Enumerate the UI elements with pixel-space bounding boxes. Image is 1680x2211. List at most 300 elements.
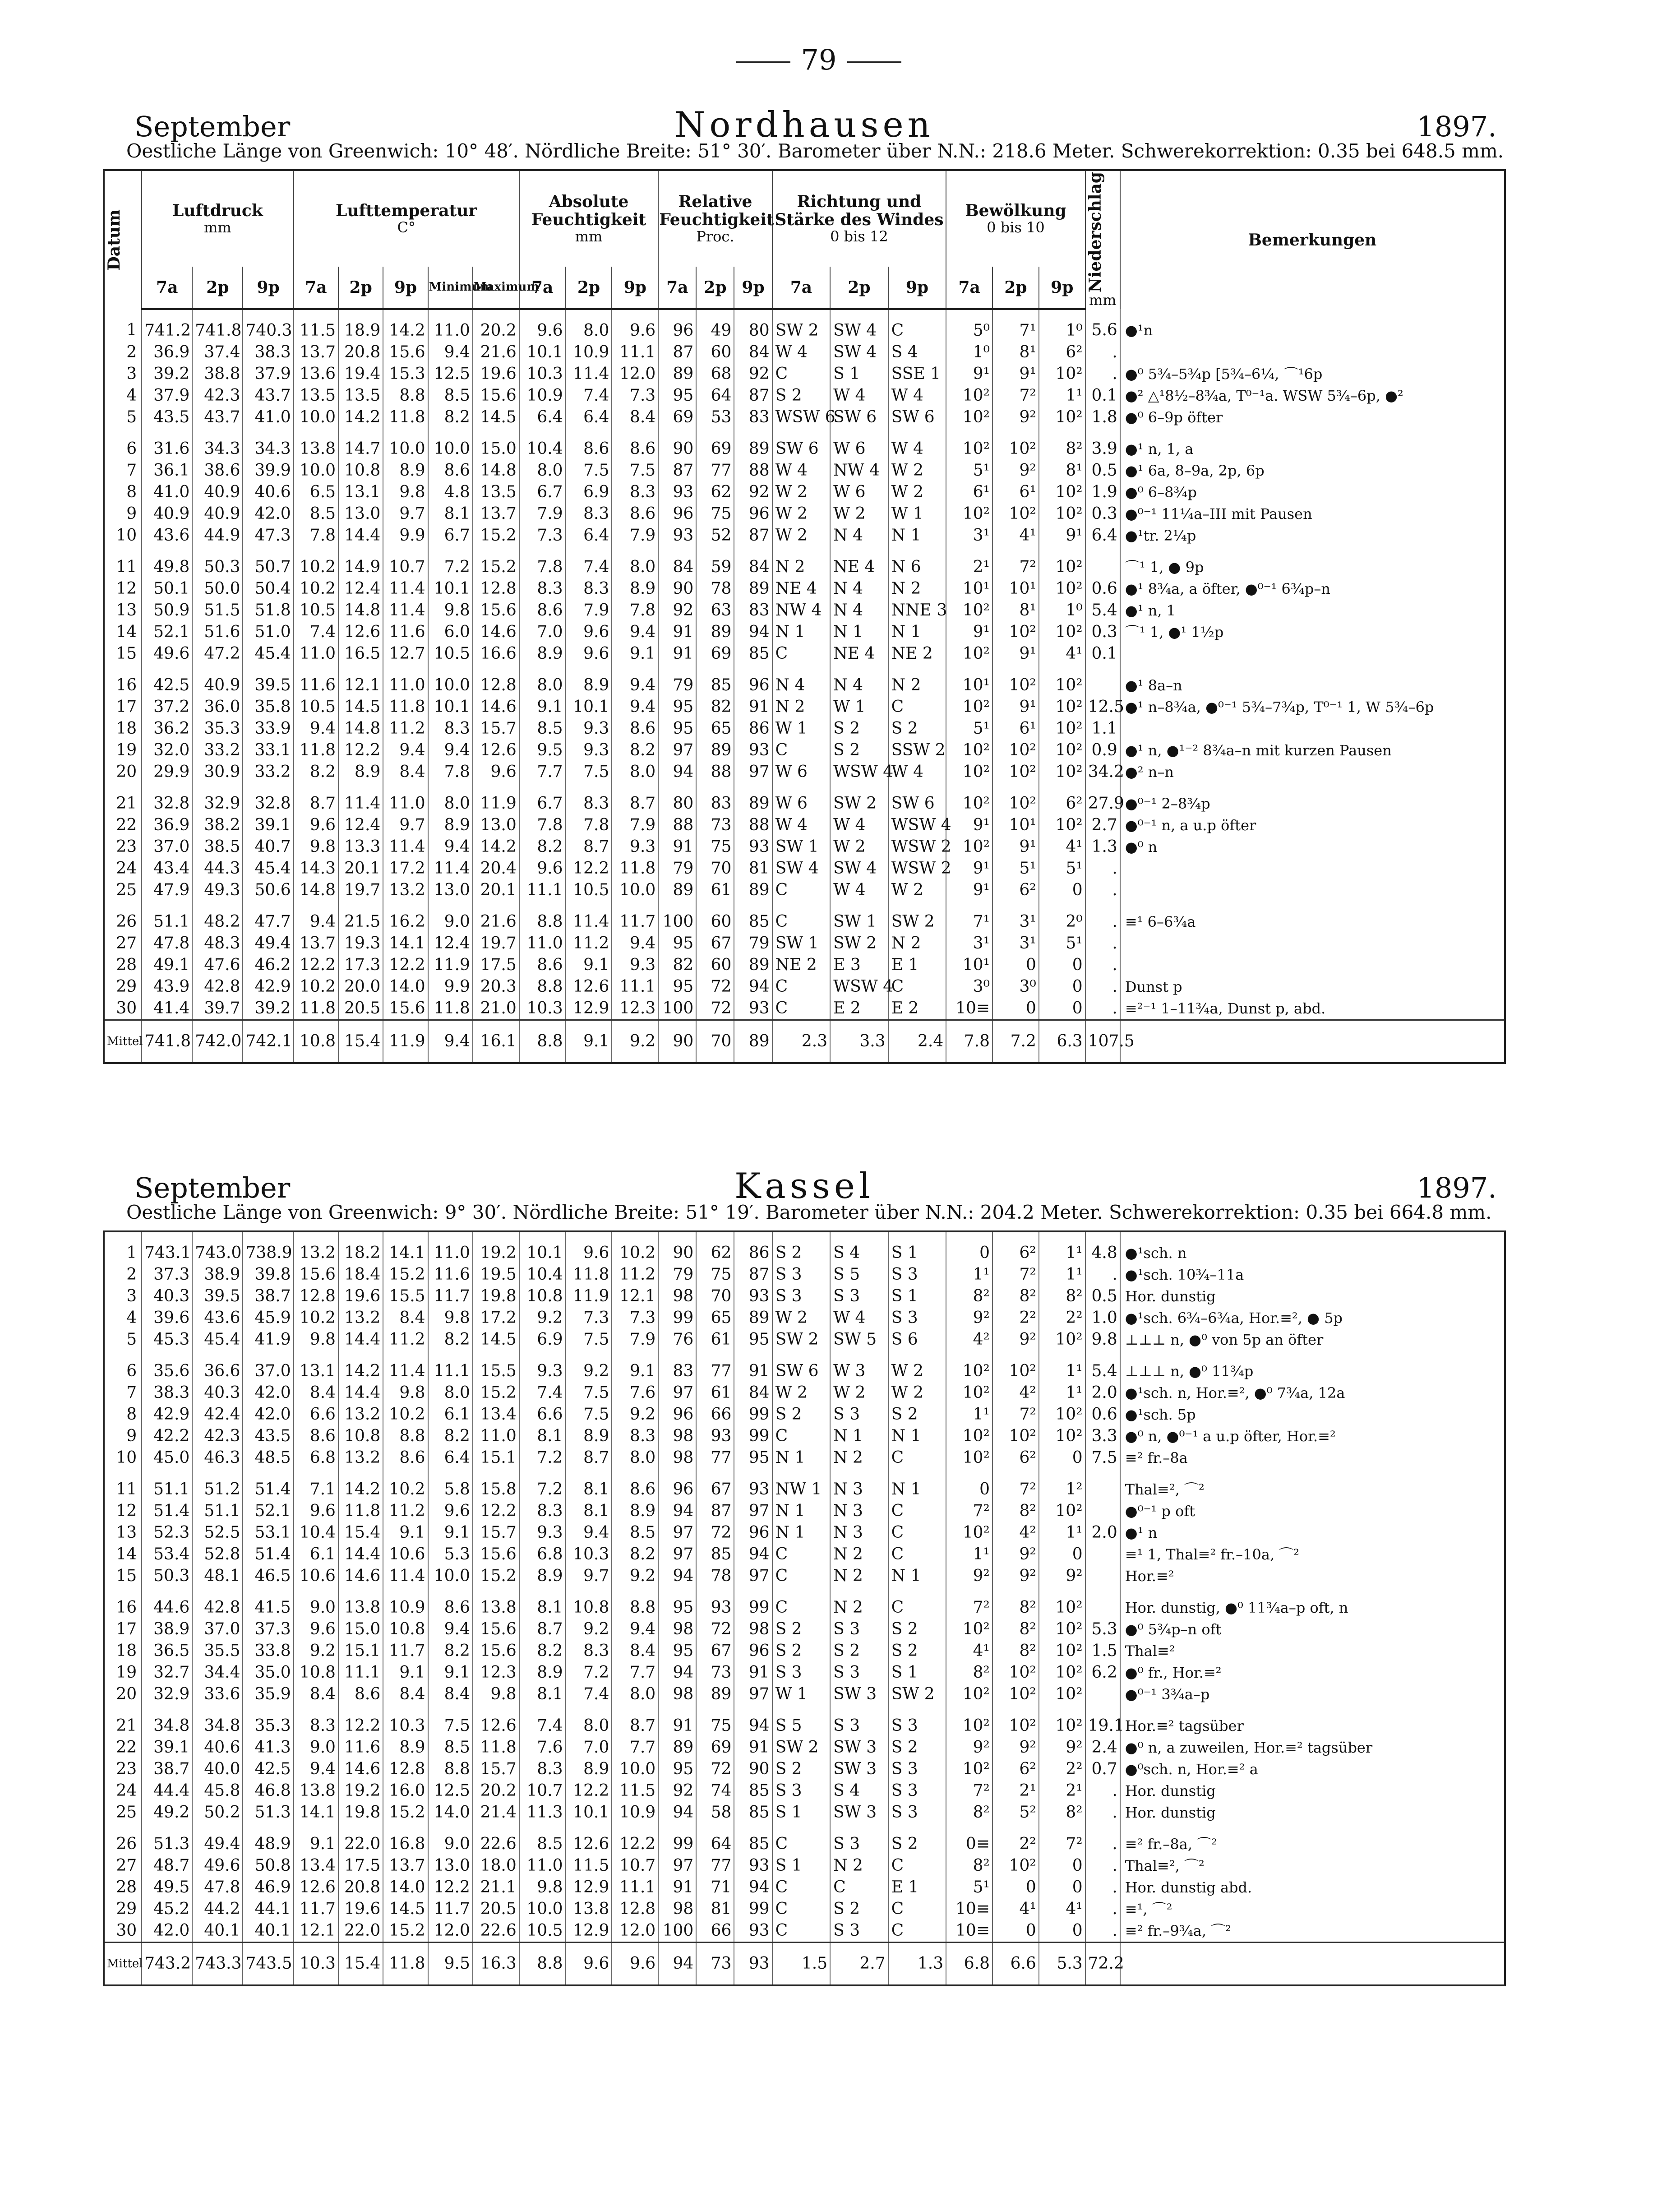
value-cell: S 3	[830, 1404, 888, 1425]
value-cell: 8²	[946, 1662, 992, 1684]
mittel-cell: 8.8	[519, 1020, 566, 1064]
value-cell: 11.8	[338, 1500, 383, 1522]
value-cell: 10.4	[294, 1522, 338, 1544]
remark-cell: ●⁰⁻¹ n, a u.p öfter	[1120, 814, 1505, 836]
date-cell: 26	[104, 1823, 142, 1855]
value-cell: 19.8	[338, 1802, 383, 1823]
value-cell: 9¹	[1039, 525, 1085, 546]
value-cell: 52.8	[192, 1544, 243, 1565]
value-cell: 48.9	[243, 1823, 293, 1855]
value-cell: 8¹	[1039, 460, 1085, 481]
value-cell: 12.2	[566, 858, 612, 879]
value-cell: 10²	[946, 783, 992, 814]
value-cell: 13.6	[294, 363, 338, 385]
value-cell: 6.9	[519, 1329, 566, 1351]
value-cell: WSW 2	[888, 858, 946, 879]
value-cell: NE 4	[772, 578, 831, 600]
value-cell: 1¹	[946, 1264, 992, 1286]
table-row	[104, 1823, 1505, 1855]
value-cell: 15.5	[473, 1351, 519, 1382]
value-cell: 12.7	[383, 643, 428, 665]
date-cell: 10	[104, 1447, 142, 1469]
value-cell: 8.8	[383, 385, 428, 407]
value-cell: 47.7	[243, 901, 293, 933]
value-cell: 75	[696, 503, 734, 525]
value-cell: 45.4	[192, 1329, 243, 1351]
value-cell: 11.2	[566, 933, 612, 954]
value-cell: W 4	[830, 1307, 888, 1329]
value-cell: 10.2	[294, 546, 338, 578]
value-cell: 3.9	[1085, 428, 1120, 460]
value-cell: 89	[734, 879, 772, 901]
value-cell: 37.2	[142, 696, 192, 718]
remark-cell: ●¹ n, 1	[1120, 600, 1505, 621]
value-cell: 44.1	[243, 1898, 293, 1920]
date-cell: 11	[104, 546, 142, 578]
value-cell: 12.9	[566, 998, 612, 1020]
value-cell: 9²	[992, 1565, 1039, 1587]
value-cell: 32.9	[142, 1684, 192, 1705]
value-cell: 36.1	[142, 460, 192, 481]
value-cell: 12.2	[612, 1823, 658, 1855]
value-cell: C	[888, 1522, 946, 1544]
value-cell: 87	[658, 460, 696, 481]
value-cell: 36.9	[142, 342, 192, 363]
value-cell: 8.6	[338, 1684, 383, 1705]
table-row	[104, 460, 1505, 481]
value-cell: 9¹	[946, 879, 992, 901]
value-cell: 10.7	[383, 546, 428, 578]
value-cell: .	[1085, 954, 1120, 976]
value-cell: W 2	[772, 503, 831, 525]
table-row	[104, 740, 1505, 761]
value-cell: 9.1	[294, 1823, 338, 1855]
value-cell: 8.8	[383, 1425, 428, 1447]
value-cell: 90	[658, 428, 696, 460]
value-cell: 10²	[946, 1425, 992, 1447]
value-cell: 14.2	[473, 836, 519, 858]
remark-cell: ●¹ 8¾a, a öfter, ●⁰⁻¹ 6¾p–n	[1120, 578, 1505, 600]
value-cell: 10.0	[383, 428, 428, 460]
value-cell: 5¹	[1039, 858, 1085, 879]
value-cell: 10²	[946, 428, 992, 460]
remark-cell	[1120, 879, 1505, 901]
value-cell: 7.5	[428, 1705, 473, 1737]
value-cell: 40.9	[192, 481, 243, 503]
value-cell: 8.6	[428, 460, 473, 481]
value-cell: 9²	[946, 1307, 992, 1329]
value-cell: 15.6	[473, 600, 519, 621]
remark-cell: Hor. dunstig abd.	[1120, 1877, 1505, 1898]
value-cell: 1¹	[1039, 1522, 1085, 1544]
value-cell: 61	[696, 879, 734, 901]
mittel-cell: 7.2	[992, 1020, 1039, 1064]
value-cell: 52.1	[243, 1500, 293, 1522]
value-cell: 0.3	[1085, 503, 1120, 525]
value-cell: 78	[696, 578, 734, 600]
mittel-cell: 16.3	[473, 1943, 519, 1986]
value-cell: 12.6	[473, 1705, 519, 1737]
value-cell: 9¹	[946, 858, 992, 879]
date-cell: 6	[104, 428, 142, 460]
value-cell: 44.4	[142, 1780, 192, 1802]
remark-cell: ●² △¹8½–8¾a, T⁰⁻¹a. WSW 5¾–6p, ●²	[1120, 385, 1505, 407]
value-cell: 8²	[946, 1855, 992, 1877]
value-cell: 10²	[1039, 1705, 1085, 1737]
value-cell: 98	[658, 1619, 696, 1640]
value-cell: 95	[658, 1640, 696, 1662]
value-cell: 7.8	[519, 814, 566, 836]
value-cell: 91	[734, 1737, 772, 1758]
value-cell: 42.2	[142, 1425, 192, 1447]
remark-cell	[1120, 1020, 1505, 1064]
value-cell: 79	[734, 933, 772, 954]
value-cell: 5.3	[428, 1544, 473, 1565]
value-cell: 10²	[992, 740, 1039, 761]
value-cell: .	[1085, 1877, 1120, 1898]
value-cell: 38.5	[192, 836, 243, 858]
value-cell: 11.4	[383, 600, 428, 621]
value-cell: 81	[734, 858, 772, 879]
value-cell: 40.9	[192, 503, 243, 525]
value-cell: 8.3	[519, 578, 566, 600]
value-cell: 12.6	[338, 621, 383, 643]
value-cell: 7.8	[566, 814, 612, 836]
value-cell: 9.4	[428, 342, 473, 363]
value-cell: 89	[696, 621, 734, 643]
value-cell: C	[888, 1447, 946, 1469]
value-cell: 43.6	[142, 525, 192, 546]
value-cell: 8.0	[428, 783, 473, 814]
value-cell: 5.8	[428, 1469, 473, 1500]
value-cell: 15.2	[473, 1382, 519, 1404]
value-cell: 7.4	[566, 546, 612, 578]
table-row	[104, 1404, 1505, 1425]
value-cell: 13.2	[383, 879, 428, 901]
remark-cell: ●¹sch. 5p	[1120, 1404, 1505, 1425]
value-cell: 12.5	[1085, 696, 1120, 718]
value-cell: 10.1	[519, 1231, 566, 1264]
value-cell: 90	[734, 1758, 772, 1780]
value-cell: 3¹	[992, 933, 1039, 954]
table-row	[104, 814, 1505, 836]
table-row	[104, 976, 1505, 998]
value-cell: 72	[696, 998, 734, 1020]
value-cell: 738.9	[243, 1231, 293, 1264]
value-cell: 1¹	[1039, 385, 1085, 407]
mittel-cell: 10.8	[294, 1020, 338, 1064]
value-cell: 8.1	[519, 1587, 566, 1619]
value-cell: 12.6	[473, 740, 519, 761]
value-cell: 9.7	[383, 503, 428, 525]
value-cell: 10²	[1039, 814, 1085, 836]
value-cell: 10²	[946, 1447, 992, 1469]
value-cell: 47.9	[142, 879, 192, 901]
value-cell: 0	[1039, 976, 1085, 998]
value-cell: 48.3	[192, 933, 243, 954]
value-cell: 84	[734, 1382, 772, 1404]
value-cell: 7.2	[428, 546, 473, 578]
value-cell: 97	[734, 1565, 772, 1587]
value-cell: 0	[992, 954, 1039, 976]
value-cell: 27.9	[1085, 783, 1120, 814]
value-cell: 2.4	[1085, 1737, 1120, 1758]
value-cell: WSW 4	[830, 761, 888, 783]
mittel-cell: 2.7	[830, 1943, 888, 1986]
value-cell: 0	[946, 1231, 992, 1264]
value-cell: 10.9	[519, 385, 566, 407]
value-cell: 10¹	[992, 814, 1039, 836]
mittel-label: Mittel	[104, 1943, 142, 1986]
date-cell: 9	[104, 503, 142, 525]
value-cell: N 1	[888, 1565, 946, 1587]
value-cell: 96	[658, 1404, 696, 1425]
value-cell: E 3	[830, 954, 888, 976]
value-cell: 8.0	[612, 1447, 658, 1469]
mittel-cell: 741.8	[142, 1020, 192, 1064]
value-cell: 10²	[1039, 1619, 1085, 1640]
value-cell: 5¹	[946, 718, 992, 740]
value-cell: 11.7	[383, 1640, 428, 1662]
value-cell: 14.0	[383, 976, 428, 998]
value-cell: 10²	[946, 1351, 992, 1382]
value-cell: .	[1085, 976, 1120, 998]
value-cell: 46.8	[243, 1780, 293, 1802]
value-cell: 0	[992, 1920, 1039, 1943]
value-cell: 11.8	[473, 1737, 519, 1758]
value-cell: 11.5	[612, 1780, 658, 1802]
value-cell: 39.8	[243, 1264, 293, 1286]
value-cell: 12.4	[428, 933, 473, 954]
value-cell: 15.6	[294, 1264, 338, 1286]
value-cell: 8.6	[428, 1587, 473, 1619]
remark-cell: ●¹tr. 2¼p	[1120, 525, 1505, 546]
value-cell: 62	[696, 481, 734, 503]
value-cell: 9.4	[294, 718, 338, 740]
value-cell: 93	[734, 998, 772, 1020]
value-cell: 19.2	[473, 1231, 519, 1264]
table-row	[104, 1737, 1505, 1758]
value-cell: 11.8	[294, 998, 338, 1020]
value-cell: 97	[658, 1855, 696, 1877]
value-cell: 4¹	[1039, 836, 1085, 858]
value-cell: 11.8	[612, 858, 658, 879]
remark-cell: ≡¹ 6–6¾a	[1120, 901, 1505, 933]
value-cell: 8.9	[519, 1662, 566, 1684]
value-cell: 14.5	[473, 407, 519, 428]
date-cell: 22	[104, 1737, 142, 1758]
date-cell: 8	[104, 1404, 142, 1425]
mittel-cell: 10.3	[294, 1943, 338, 1986]
mittel-cell: 90	[658, 1020, 696, 1064]
value-cell: 8¹	[992, 600, 1039, 621]
kassel-section	[103, 1156, 1506, 1986]
mittel-cell: 9.4	[428, 1020, 473, 1064]
value-cell: 95	[658, 933, 696, 954]
value-cell: 8.0	[612, 546, 658, 578]
value-cell: NNE 3	[888, 600, 946, 621]
table-row	[104, 385, 1505, 407]
table-row	[104, 407, 1505, 428]
value-cell: 11.4	[566, 901, 612, 933]
date-cell: 21	[104, 783, 142, 814]
page-number: 79	[722, 43, 916, 76]
value-cell: N 4	[830, 525, 888, 546]
value-cell: S 1	[888, 1286, 946, 1307]
table-row	[104, 858, 1505, 879]
value-cell: 16.2	[383, 901, 428, 933]
mittel-row	[104, 1943, 1505, 1986]
value-cell: N 2	[830, 1587, 888, 1619]
value-cell: 9.5	[519, 740, 566, 761]
value-cell: 10²	[946, 503, 992, 525]
subheader-cell: 2p	[566, 267, 612, 309]
value-cell: 7²	[992, 1404, 1039, 1425]
value-cell: 44.2	[192, 1898, 243, 1920]
value-cell: 13.8	[473, 1587, 519, 1619]
value-cell: 13.2	[338, 1447, 383, 1469]
value-cell: 7.3	[612, 385, 658, 407]
date-cell: 14	[104, 621, 142, 643]
mittel-cell: 16.1	[473, 1020, 519, 1064]
value-cell: SW 4	[830, 309, 888, 342]
value-cell: 9.2	[294, 1640, 338, 1662]
value-cell: S 2	[888, 1823, 946, 1855]
value-cell: S 2	[888, 1404, 946, 1425]
value-cell: 13.8	[566, 1898, 612, 1920]
value-cell: 37.9	[243, 363, 293, 385]
value-cell: 10.8	[338, 1425, 383, 1447]
mittel-cell: 8.8	[519, 1943, 566, 1986]
value-cell: 88	[734, 814, 772, 836]
value-cell: S 1	[830, 363, 888, 385]
value-cell: 7.8	[428, 761, 473, 783]
value-cell: 9.3	[519, 1522, 566, 1544]
table-row	[104, 1640, 1505, 1662]
subheader-cell: Minimum	[428, 267, 473, 309]
value-cell: 98	[734, 1619, 772, 1640]
value-cell: 10¹	[992, 578, 1039, 600]
value-cell: 5.4	[1085, 1351, 1120, 1382]
date-cell: 6	[104, 1351, 142, 1382]
value-cell: 8.2	[428, 1425, 473, 1447]
remark-cell: ●¹sch. n, Hor.≡², ●⁰ 7¾a, 12a	[1120, 1382, 1505, 1404]
value-cell: E 1	[888, 1877, 946, 1898]
value-cell: 9.1	[383, 1662, 428, 1684]
value-cell: 11.1	[519, 879, 566, 901]
value-cell: 0	[1039, 1544, 1085, 1565]
value-cell: 0.3	[1085, 621, 1120, 643]
value-cell: 41.0	[142, 481, 192, 503]
value-cell: 8²	[992, 1500, 1039, 1522]
value-cell: 95	[658, 385, 696, 407]
value-cell: 53.1	[243, 1522, 293, 1544]
value-cell: 84	[734, 342, 772, 363]
value-cell: 32.8	[243, 783, 293, 814]
value-cell: 15.0	[473, 428, 519, 460]
date-cell: 2	[104, 1264, 142, 1286]
value-cell: 10.1	[566, 1802, 612, 1823]
value-cell: 7.1	[294, 1469, 338, 1500]
value-cell: 12.8	[473, 578, 519, 600]
value-cell: 91	[734, 1662, 772, 1684]
date-cell: 16	[104, 665, 142, 696]
value-cell: 36.0	[192, 696, 243, 718]
value-cell: 8.9	[383, 1737, 428, 1758]
value-cell: 93	[734, 1469, 772, 1500]
value-cell: 13.2	[338, 1404, 383, 1425]
table-row	[104, 1780, 1505, 1802]
value-cell: N 1	[830, 621, 888, 643]
subheader-cell: 2p	[830, 267, 888, 309]
value-cell: 10.0	[294, 460, 338, 481]
value-cell: 42.0	[243, 503, 293, 525]
value-cell: 8.3	[566, 578, 612, 600]
value-cell: 14.4	[338, 1382, 383, 1404]
value-cell: 10≡	[946, 1898, 992, 1920]
value-cell: 7.5	[566, 460, 612, 481]
value-cell: 8.5	[519, 1823, 566, 1855]
value-cell: 91	[658, 836, 696, 858]
remark-cell: ●⁰ n	[1120, 836, 1505, 858]
value-cell: 65	[696, 1307, 734, 1329]
value-cell: 97	[658, 1522, 696, 1544]
value-cell: 52.3	[142, 1522, 192, 1544]
value-cell: 46.5	[243, 1565, 293, 1587]
value-cell: 741.2	[142, 309, 192, 342]
value-cell: 9.8	[428, 1307, 473, 1329]
value-cell: 42.3	[192, 385, 243, 407]
value-cell: 8.9	[519, 643, 566, 665]
value-cell: 51.2	[192, 1469, 243, 1500]
value-cell: 75	[696, 836, 734, 858]
value-cell: 5¹	[1039, 933, 1085, 954]
value-cell: 14.8	[338, 600, 383, 621]
value-cell: 67	[696, 1640, 734, 1662]
value-cell: 7.9	[612, 1329, 658, 1351]
value-cell: 70	[696, 1286, 734, 1307]
value-cell: 8.9	[566, 665, 612, 696]
value-cell: 91	[658, 1705, 696, 1737]
value-cell: 20.5	[338, 998, 383, 1020]
value-cell: 20.0	[338, 976, 383, 998]
value-cell: 7.4	[566, 385, 612, 407]
value-cell: SW 2	[888, 1684, 946, 1705]
value-cell: 10.0	[612, 1758, 658, 1780]
value-cell: 10²	[992, 665, 1039, 696]
remark-cell: ●¹ n, 1, a	[1120, 428, 1505, 460]
subheader-cell: 9p	[734, 267, 772, 309]
value-cell: 11.4	[383, 836, 428, 858]
value-cell: 89	[734, 954, 772, 976]
remark-cell: ●⁰⁻¹ 3¾a–p	[1120, 1684, 1505, 1705]
value-cell: 12.2	[473, 1500, 519, 1522]
value-cell: 9.8	[294, 1329, 338, 1351]
value-cell: 62	[696, 1231, 734, 1264]
value-cell: 51.4	[243, 1469, 293, 1500]
remark-cell: ≡² fr.–8a	[1120, 1447, 1505, 1469]
value-cell: 19.6	[473, 363, 519, 385]
date-cell: 18	[104, 718, 142, 740]
value-cell: SW 2	[772, 309, 831, 342]
value-cell: 6.4	[566, 525, 612, 546]
value-cell: 71	[696, 1877, 734, 1898]
value-cell: S 2	[830, 1898, 888, 1920]
value-cell: 38.3	[142, 1382, 192, 1404]
value-cell: 8.9	[566, 1425, 612, 1447]
value-cell: 15.1	[338, 1640, 383, 1662]
value-cell: 7²	[992, 1264, 1039, 1286]
